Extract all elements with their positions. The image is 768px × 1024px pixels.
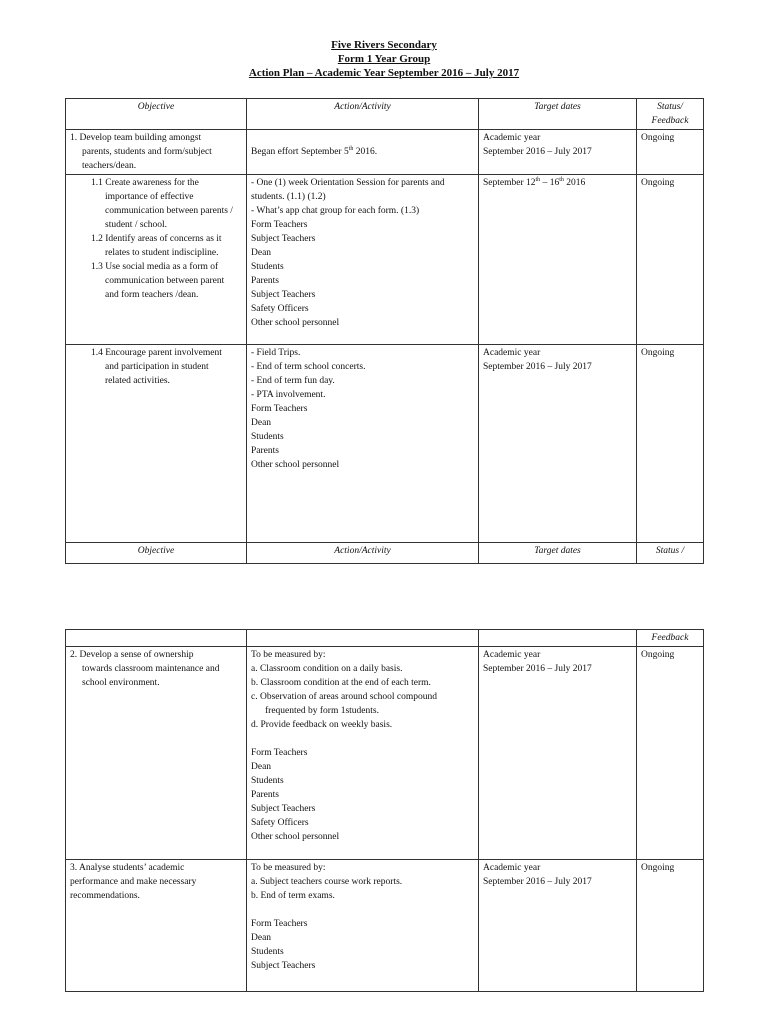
- table-row: [66, 130, 704, 175]
- action-cell: To be measured by: a. Subject teachers course work reports. b. End of term exams. Form Teachers Dean Students Subject Teachers: [247, 860, 479, 992]
- status-cell: Ongoing: [637, 175, 704, 345]
- action-cell: To be measured by: a. Classroom condition on a daily basis. b. Classroom condition at the end of each term. c. Observation of areas around school compound frequented by form 1students. d. Provide feedback on weekly basis. Form Teachers Dean Students Parents Subject Teachers Safety Officers Other school personnel: [247, 647, 479, 860]
- repeat-header-row: [66, 543, 704, 564]
- header-action: Action/Activity: [247, 543, 479, 564]
- action-cell: - One (1) week Orientation Session for parents and students. (1.1) (1.2) - What’s app chat group for each form. (1.3) Form Teachers Subject Teachers Dean Students Parents Subject Teachers Safety Officers Other school personnel: [247, 175, 479, 345]
- objective-cell: 1.4 Encourage parent involvement and participation in student related activities.: [66, 345, 247, 543]
- action-plan-table-2: [65, 629, 704, 992]
- header-action: Action/Activity: [247, 99, 479, 130]
- header-row: [66, 630, 704, 647]
- target-cell: Academic year September 2016 – July 2017: [479, 130, 637, 175]
- header-row: [66, 99, 704, 130]
- table-row: [66, 175, 704, 345]
- action-cell: - Field Trips. - End of term school concerts. - End of term fun day. - PTA involvement. Form Teachers Dean Students Parents Other school personnel: [247, 345, 479, 543]
- header-status: Status/ Feedback: [637, 99, 704, 130]
- target-cell: September 12th – 16th 2016: [479, 175, 637, 345]
- document-header: [0, 38, 768, 80]
- objective-cell: 2. Develop a sense of ownership towards classroom maintenance and school environment.: [66, 647, 247, 860]
- header-feedback: Feedback: [637, 630, 704, 647]
- header-target: Target dates: [479, 543, 637, 564]
- header-objective: Objective: [66, 543, 247, 564]
- school-name: Five Rivers Secondary: [331, 39, 437, 51]
- status-cell: Ongoing: [637, 345, 704, 543]
- objective-cell: 1.1 Create awareness for the importance of effective communication between parents / student / school. 1.2 Identify areas of concerns as it relates to student indiscipline. 1.3 Use social media as a form of communication between parent and form teachers /dean.: [66, 175, 247, 345]
- year-group: Form 1 Year Group: [337, 53, 431, 65]
- table-row: [66, 860, 704, 992]
- target-cell: Academic year September 2016 – July 2017: [479, 345, 637, 543]
- table-row: [66, 345, 704, 543]
- header-status: Status /: [637, 543, 704, 564]
- header-target: Target dates: [479, 99, 637, 130]
- table-row: [66, 647, 704, 860]
- action-cell: Began effort September 5th 2016.: [247, 130, 479, 175]
- target-cell: Academic year September 2016 – July 2017: [479, 647, 637, 860]
- status-cell: Ongoing: [637, 130, 704, 175]
- action-plan-table-1: [65, 98, 704, 564]
- objective-cell: 3. Analyse students’ academic performance and make necessary recommendations.: [66, 860, 247, 992]
- status-cell: Ongoing: [637, 647, 704, 860]
- objective-cell: 1. Develop team building amongst parents, students and form/subject teachers/dean.: [66, 130, 247, 175]
- header-objective: Objective: [66, 99, 247, 130]
- target-cell: Academic year September 2016 – July 2017: [479, 860, 637, 992]
- status-cell: Ongoing: [637, 860, 704, 992]
- plan-title: Action Plan – Academic Year September 2016 – July 2017: [248, 67, 520, 79]
